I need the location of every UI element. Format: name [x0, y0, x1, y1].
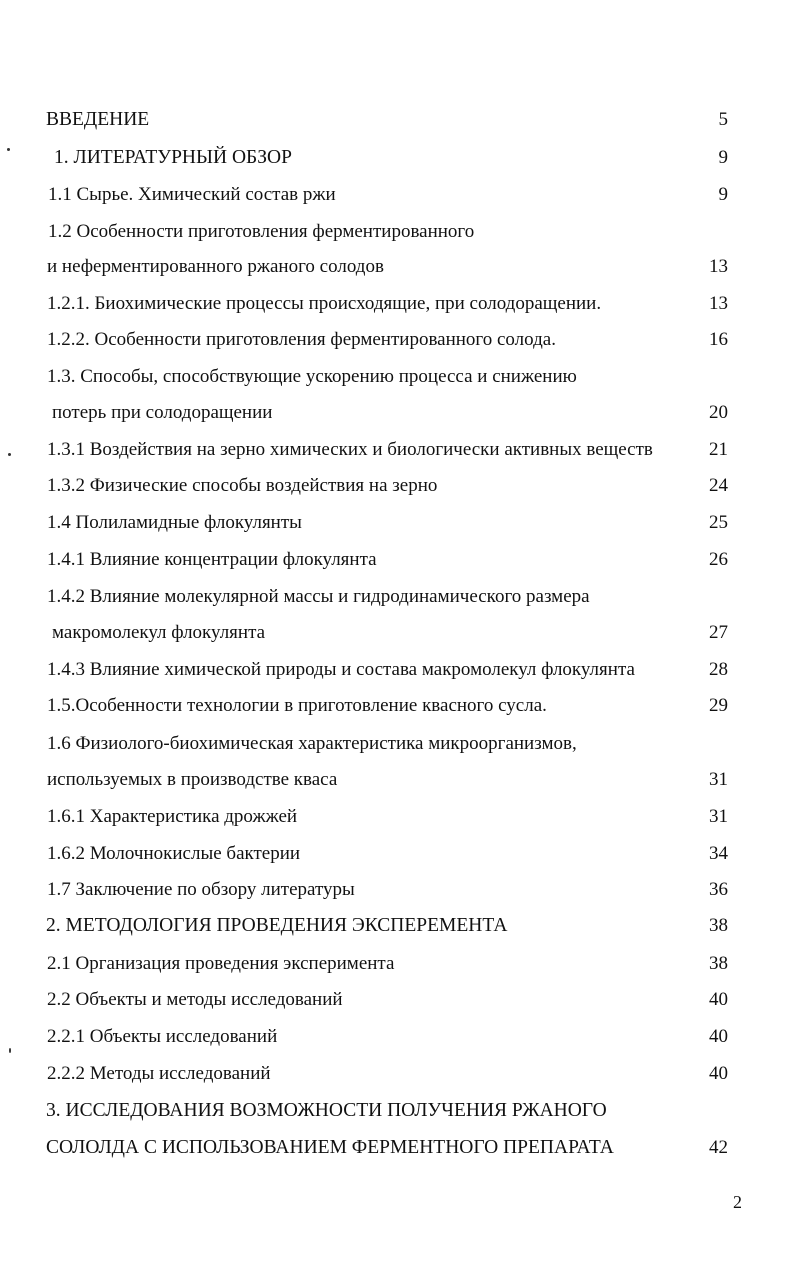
- scan-speck: [8, 453, 11, 456]
- toc-entry-title: 1.2 Особенности приготовления ферментированного: [48, 221, 475, 242]
- toc-entry-title: 1.3.2 Физические способы воздействия на зерно: [47, 475, 438, 496]
- toc-entry-page: 34: [709, 843, 728, 864]
- toc-entry-title: 1.4.3 Влияние химической природы и состава макромолекул флокулянта: [47, 659, 635, 680]
- page-number: 2: [733, 1192, 742, 1212]
- toc-entry-title: 2.2.1 Объекты исследований: [47, 1026, 278, 1047]
- toc-entry-page: 13: [709, 256, 728, 277]
- toc-entry-title: 1.6.2 Молочнокислые бактерии: [47, 843, 301, 864]
- toc-entry-page: 9: [718, 184, 728, 205]
- toc-entry-title: 1.3.1 Воздействия на зерно химических и биологически активных веществ: [47, 439, 653, 460]
- toc-entry-page: 40: [709, 1063, 728, 1084]
- toc-entry-title: 1.2.2. Особенности приготовления ферментированного солода.: [47, 329, 556, 350]
- toc-entry-title: и неферментированного ржаного солодов: [47, 256, 384, 277]
- toc-entry-page: 31: [709, 806, 728, 827]
- toc-entry-page: 28: [709, 659, 728, 680]
- toc-entry-page: 9: [718, 147, 728, 168]
- toc-entry-page: 26: [709, 549, 728, 570]
- toc-entry-title: 1.7 Заключение по обзору литературы: [47, 879, 355, 900]
- toc-entry-page: 21: [709, 439, 728, 460]
- toc-entry-title: 1.4.1 Влияние концентрации флокулянта: [47, 549, 377, 570]
- toc-entry-title: 1.3. Способы, способствующие ускорению процесса и снижению: [47, 366, 577, 387]
- toc-entry-title: 2. МЕТОДОЛОГИЯ ПРОВЕДЕНИЯ ЭКСПЕРЕМЕНТА: [46, 915, 508, 936]
- toc-entry-title: 1.5.Особенности технологии в приготовление квасного сусла.: [47, 695, 547, 716]
- toc-entry-page: 25: [709, 512, 728, 533]
- toc-entry-title: 2.1 Организация проведения эксперимента: [47, 953, 395, 974]
- toc-entry-page: 36: [709, 879, 728, 900]
- toc-entry-title: 1.6 Физиолого-биохимическая характеристика микроорганизмов,: [47, 733, 577, 754]
- toc-entry-page: 38: [709, 953, 728, 974]
- scan-speck: [9, 1048, 11, 1053]
- toc-entry-title: используемых в производстве кваса: [47, 769, 338, 790]
- toc-entry-title: 1. ЛИТЕРАТУРНЫЙ ОБЗОР: [54, 147, 292, 168]
- toc-entry-page: 24: [709, 475, 728, 496]
- toc-entry-page: 20: [709, 402, 728, 423]
- toc-entry-page: 29: [709, 695, 728, 716]
- toc-entry-page: 13: [709, 293, 728, 314]
- toc-entry-title: СОЛОЛДА С ИСПОЛЬЗОВАНИЕМ ФЕРМЕНТНОГО ПРЕПАРАТА: [46, 1137, 614, 1158]
- toc-entry-page: 5: [718, 109, 728, 130]
- toc-entry-title: 1.1 Сырье. Химический состав ржи: [48, 184, 336, 205]
- toc-entry-page: 31: [709, 769, 728, 790]
- toc-entry-title: 1.4 Полиламидные флокулянты: [47, 512, 302, 533]
- scan-speck: [7, 148, 10, 151]
- toc-entry-page: 42: [709, 1137, 728, 1158]
- toc-entry-page: 40: [709, 1026, 728, 1047]
- toc-entry-page: 27: [709, 622, 728, 643]
- toc-entry-title: 3. ИССЛЕДОВАНИЯ ВОЗМОЖНОСТИ ПОЛУЧЕНИЯ РЖАНОГО: [46, 1100, 607, 1121]
- toc-entry-title: 1.6.1 Характеристика дрожжей: [47, 806, 298, 827]
- toc-entry-title: 2.2.2 Методы исследований: [47, 1063, 271, 1084]
- toc-entry-title: потерь при солодоращении: [52, 402, 273, 423]
- toc-entry-title: 1.4.2 Влияние молекулярной массы и гидродинамического размера: [47, 586, 590, 607]
- toc-entry-title: ВВЕДЕНИЕ: [46, 109, 150, 130]
- toc-entry-title: 1.2.1. Биохимические процессы происходящие, при солодоращении.: [47, 293, 602, 314]
- toc-entry-title: 2.2 Объекты и методы исследований: [47, 989, 343, 1010]
- toc-entry-page: 16: [709, 329, 728, 350]
- toc-entry-page: 38: [709, 915, 728, 936]
- toc-entry-title: макромолекул флокулянта: [52, 622, 266, 643]
- toc-entry-page: 40: [709, 989, 728, 1010]
